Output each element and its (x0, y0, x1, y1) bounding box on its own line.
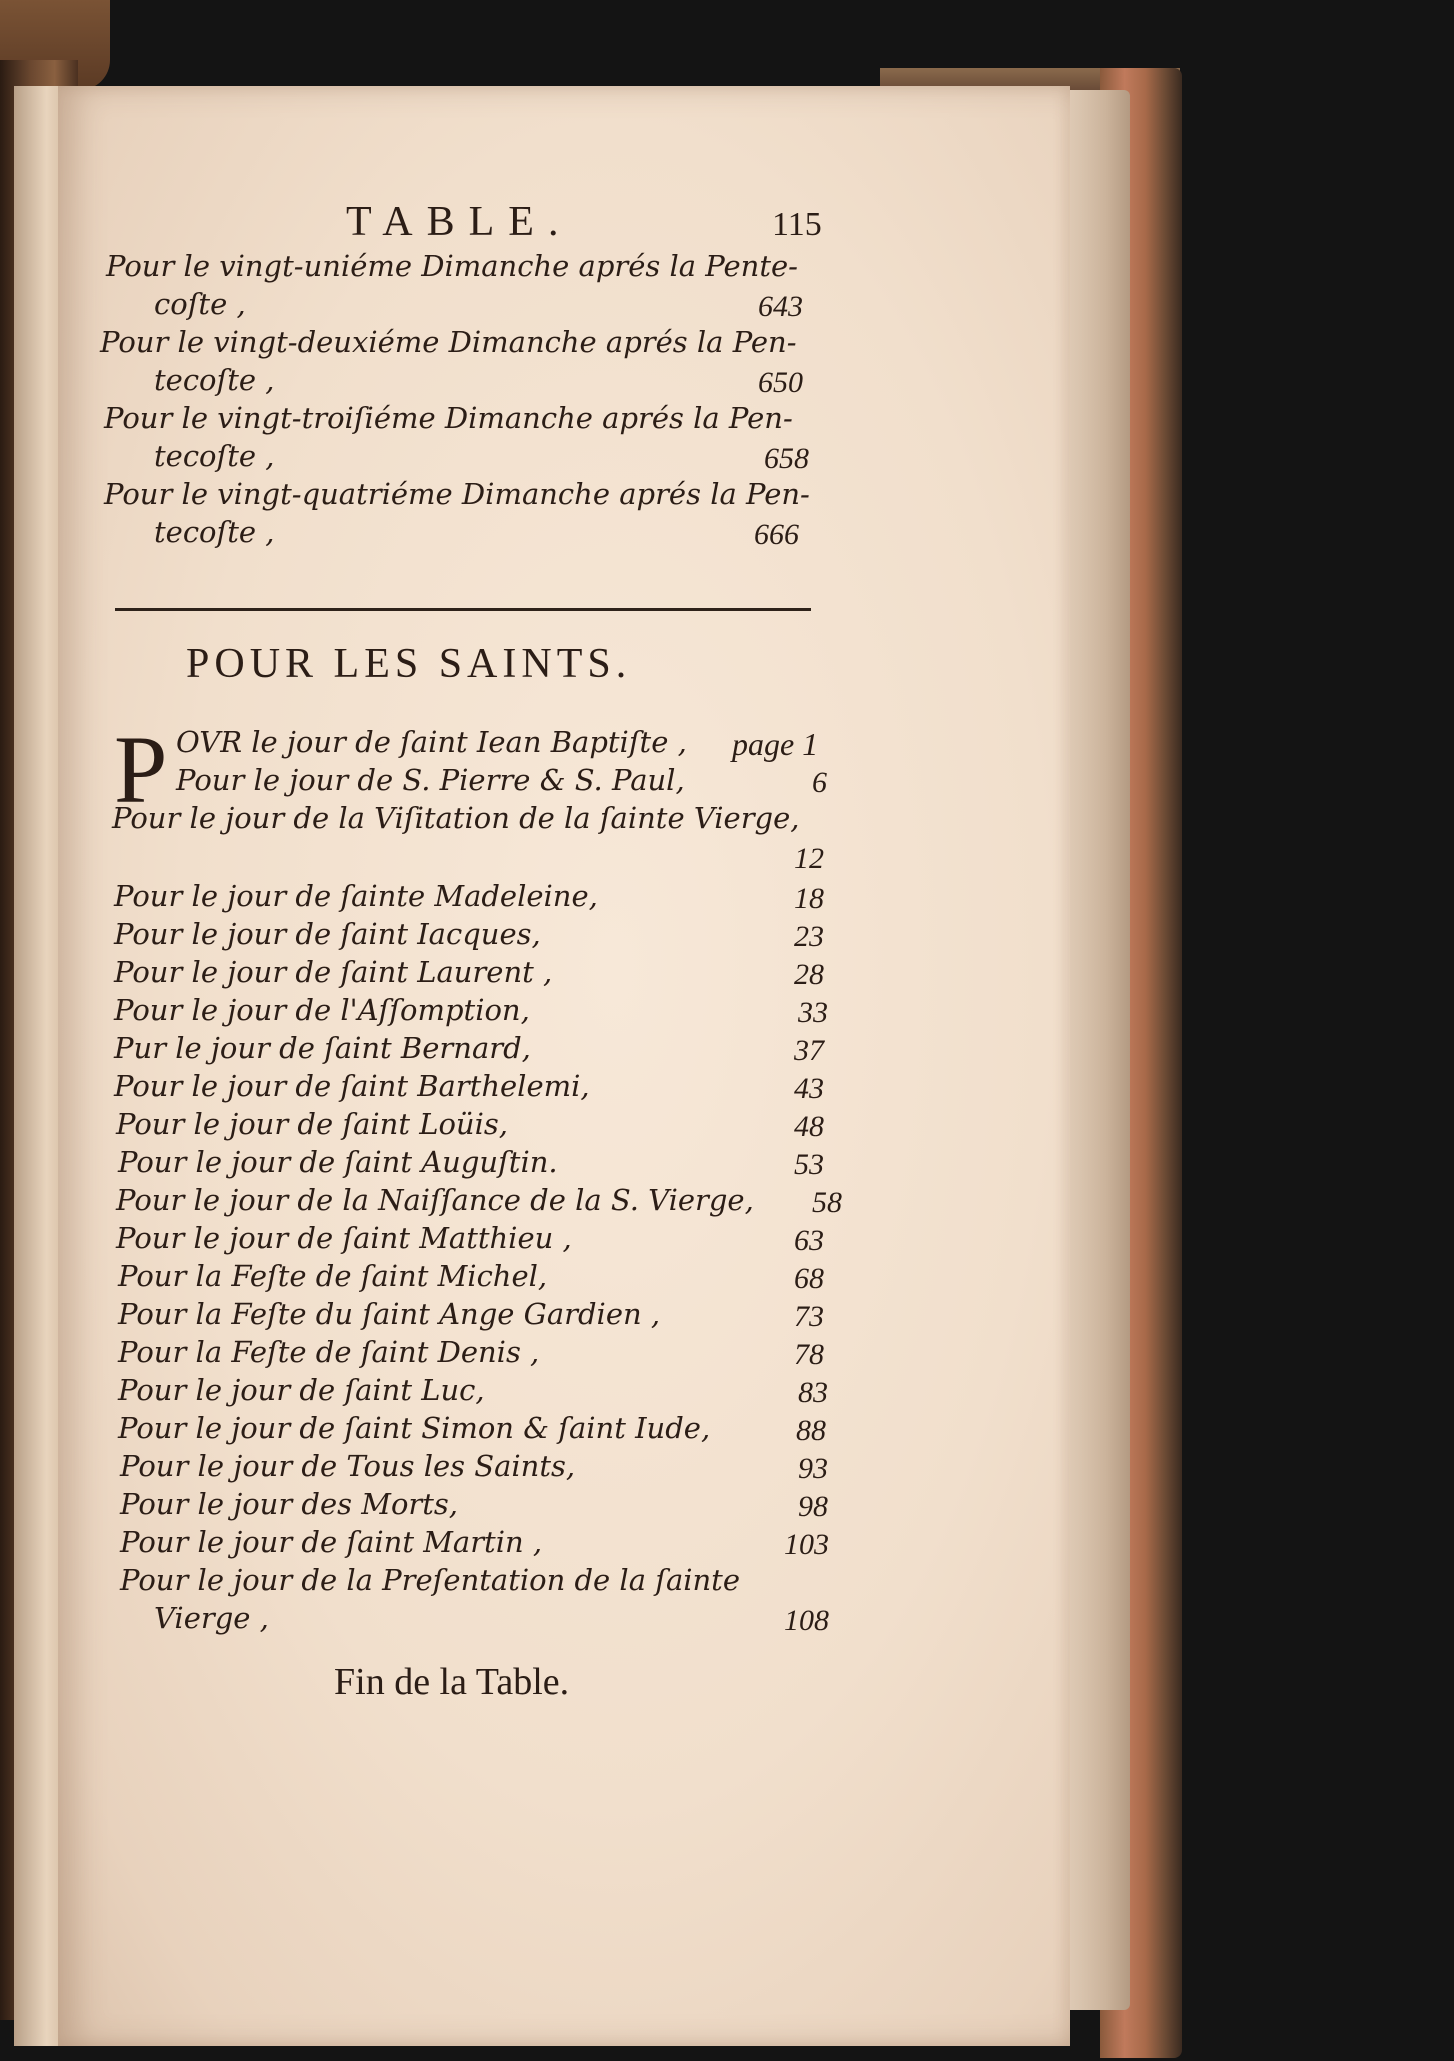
saint-entry-text: Pur le jour de ſaint Bernard, (114, 1031, 531, 1065)
sunday-entry-line: Pour le vingt-quatriéme Dimanche aprés la Pen- (104, 477, 810, 511)
saint-entry-page: 88 (796, 1414, 826, 1447)
saint-entry-page: 83 (798, 1376, 828, 1409)
saint-entry-text: Vierge , (154, 1601, 269, 1635)
section-heading: POUR LES SAINTS. (186, 641, 632, 687)
saint-entry-text: Pour le jour de ſaint Laurent , (114, 955, 553, 989)
sunday-entry-line: Pour le vingt-deuxiéme Dimanche aprés la Pen- (100, 325, 797, 359)
sunday-entry-line: coſte , (154, 287, 246, 321)
sunday-entry-line: tecoſte , (154, 363, 275, 397)
saint-entry-page: 12 (794, 842, 824, 875)
saint-entry-text: Pour le jour de Tous les Saints, (120, 1449, 576, 1483)
sunday-entry-line: Pour le vingt-uniéme Dimanche aprés la Pente- (106, 249, 798, 283)
saint-entry-text: Pour le jour de ſaint Barthelemi, (114, 1069, 590, 1103)
saint-entry-page: 43 (794, 1072, 824, 1105)
saint-entry-text: Pour le jour de ſaint Martin , (120, 1525, 543, 1559)
saint-entry-text: Pour le jour de la Naiſſance de la S. Vierge, (116, 1183, 754, 1217)
saint-entry-page: 33 (798, 996, 828, 1029)
saint-entry-text: Pour le jour de S. Pierre & S. Paul, (176, 763, 685, 797)
sunday-entry-page: 650 (758, 366, 803, 399)
saint-entry-page: 28 (794, 958, 824, 991)
book-page (58, 86, 1070, 2046)
saint-entry-page: 98 (798, 1490, 828, 1523)
saint-entry-page: 6 (812, 766, 827, 799)
drop-cap: P (114, 716, 168, 823)
sunday-entry-page: 666 (754, 518, 799, 551)
saint-entry-text: Pour le jour de ſaint Matthieu , (116, 1221, 572, 1255)
saint-entry-text: Pour le jour de ſaint Iacques, (114, 917, 541, 951)
saint-entry-text: Pour le jour des Morts, (120, 1487, 459, 1521)
saint-entry-page: 63 (794, 1224, 824, 1257)
sunday-entry-page: 643 (758, 290, 803, 323)
saint-entry-page: 53 (794, 1148, 824, 1181)
saint-entry-text: Pour la Feſte de ſaint Denis , (118, 1335, 540, 1369)
saint-entry-page: 93 (798, 1452, 828, 1485)
saint-entry-text: OVR le jour de ſaint Iean Baptiſte , (176, 725, 687, 759)
sunday-entry-line: tecoſte , (154, 439, 275, 473)
saint-entry-text: Pour le jour de la Preſentation de la ſainte (120, 1563, 741, 1597)
sunday-entry-line: tecoſte , (154, 515, 275, 549)
saint-entry-page: 103 (784, 1528, 829, 1561)
saint-entry-text: Pour le jour de l'Aſſomption, (114, 993, 530, 1027)
saint-entry-page: 108 (784, 1604, 829, 1637)
saint-entry-text: Pour le jour de ſaint Loüis, (116, 1107, 508, 1141)
saint-entry-text: Pour le jour de ſaint Simon & ſaint Iude, (118, 1411, 711, 1445)
sunday-entry-line: Pour le vingt-troiſiéme Dimanche aprés la Pen- (104, 401, 793, 435)
page-number: 115 (772, 206, 822, 243)
saint-entry-page: 78 (794, 1338, 824, 1371)
sunday-entry-page: 658 (764, 442, 809, 475)
saint-entry-text: Pour le jour de la Viſitation de la ſainte Vierge, (112, 801, 800, 835)
saint-entry-page: 18 (794, 882, 824, 915)
end-of-table: Fin de la Table. (334, 1661, 570, 1703)
saint-entry-text: Pour le jour de ſaint Luc, (118, 1373, 485, 1407)
saint-entry-page: 23 (794, 920, 824, 953)
saint-entry-page: 48 (794, 1110, 824, 1143)
saint-entry-page: page 1 (732, 726, 819, 762)
saint-entry-page: 58 (812, 1186, 842, 1219)
saint-entry-text: Pour la Feſte du ſaint Ange Gardien , (118, 1297, 661, 1331)
saint-entry-page: 68 (794, 1262, 824, 1295)
saint-entry-page: 37 (794, 1034, 824, 1067)
section-rule (115, 608, 811, 611)
running-title: TABLE. (346, 199, 573, 245)
saint-entry-text: Pour la Feſte de ſaint Michel, (118, 1259, 548, 1293)
saint-entry-text: Pour le jour de ſainte Madeleine, (114, 879, 598, 913)
saint-entry-text: Pour le jour de ſaint Auguſtin. (118, 1145, 558, 1179)
saint-entry-page: 73 (794, 1300, 824, 1333)
